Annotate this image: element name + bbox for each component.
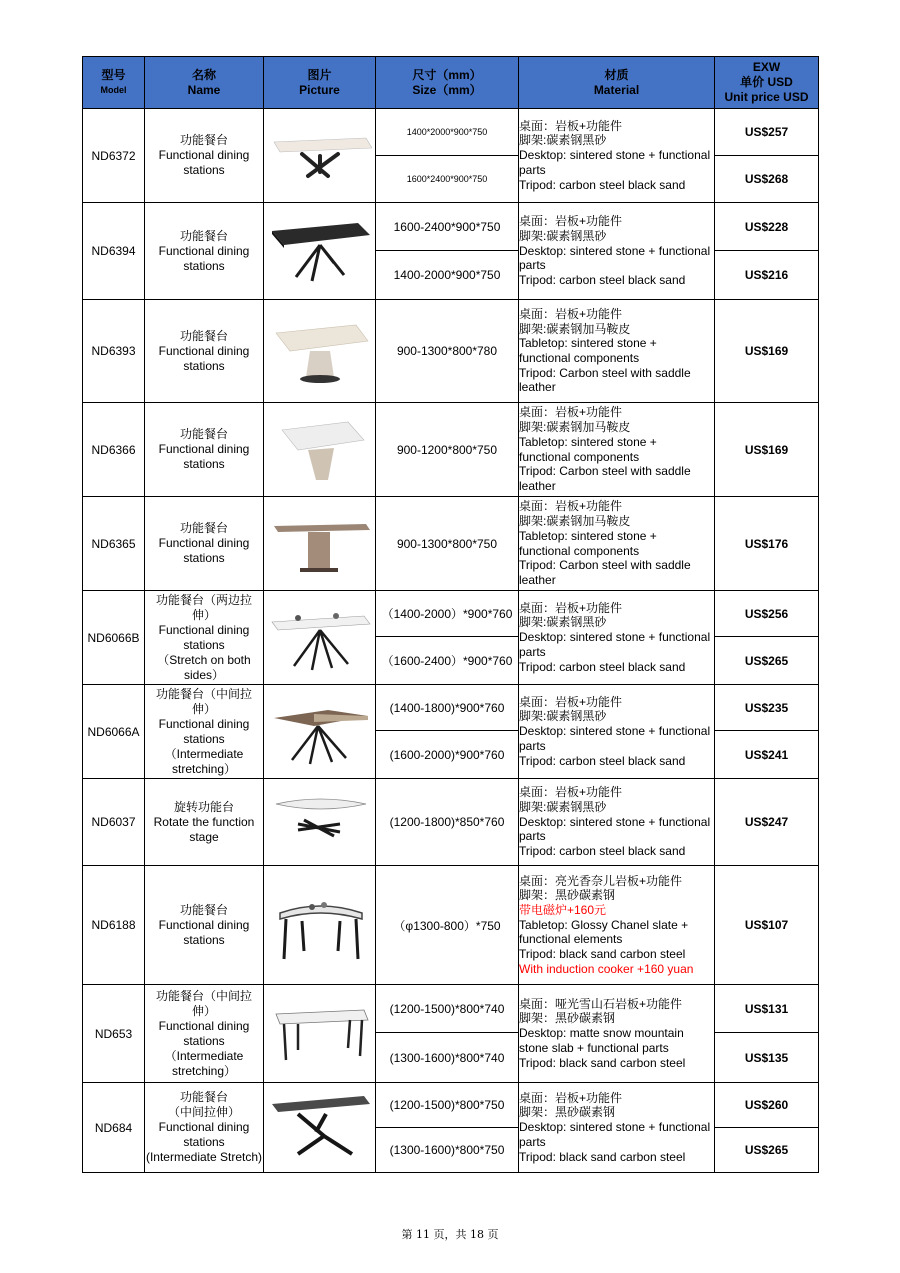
header-picture-cn: 图片 bbox=[307, 67, 332, 82]
name-line: Functional dining bbox=[158, 148, 250, 162]
material-cell bbox=[519, 685, 715, 779]
material-cell bbox=[519, 1083, 715, 1173]
name-line: Functional dining bbox=[158, 622, 250, 637]
price-cell: US$256 bbox=[715, 591, 819, 637]
material-line: parts bbox=[519, 1134, 546, 1149]
header-size-cn: 尺寸（mm） bbox=[412, 67, 482, 82]
material-line: Desktop: sintered stone + functional bbox=[519, 814, 711, 829]
table-row bbox=[83, 866, 819, 985]
material-line: Tripod: Carbon steel with saddle bbox=[519, 365, 691, 380]
name-line: 功能餐台 bbox=[179, 328, 228, 343]
name-line: stations bbox=[183, 1135, 225, 1149]
size-cell: (1300-1600)*800*740 bbox=[376, 1033, 519, 1083]
size-cell: (1200-1800)*850*760 bbox=[376, 779, 519, 866]
name-line: 伸） bbox=[191, 701, 216, 716]
table-row bbox=[83, 1083, 819, 1128]
price-table bbox=[82, 56, 819, 1173]
price-cell: US$176 bbox=[715, 497, 819, 591]
material-line: Desktop: matte snow mountain bbox=[519, 1026, 684, 1041]
header-model-cn: 型号 bbox=[101, 67, 126, 82]
material-line: Tabletop: Glossy Chanel slate + bbox=[519, 917, 689, 932]
name-line: 功能餐台（两边拉 bbox=[155, 592, 252, 607]
material-line: 桌面：岩板+功能件 bbox=[519, 405, 623, 420]
material-line: Tripod: black sand carbon steel bbox=[519, 1149, 686, 1164]
name-cell bbox=[145, 497, 264, 591]
material-line: 脚架:碳素钢加马鞍皮 bbox=[519, 321, 631, 336]
name-cell bbox=[145, 403, 264, 497]
product-picture bbox=[264, 403, 376, 497]
material-line: Tripod: black sand carbon steel bbox=[519, 947, 686, 962]
name-line: stations bbox=[183, 731, 225, 746]
name-line: Functional dining bbox=[158, 1018, 250, 1033]
size-cell: （φ1300-800）*750 bbox=[376, 866, 519, 985]
name-line: Functional dining bbox=[158, 716, 250, 731]
material-note-red: 带电磁炉+160元 bbox=[519, 902, 607, 917]
size-cell: (1200-1500)*800*740 bbox=[376, 985, 519, 1033]
name-line: （中间拉伸） bbox=[167, 1105, 240, 1119]
material-line: stone slab + functional parts bbox=[519, 1040, 669, 1055]
material-line: Tabletop: sintered stone + bbox=[519, 528, 657, 543]
header-material-cn: 材质 bbox=[604, 67, 629, 82]
name-line: Functional dining bbox=[158, 1120, 250, 1134]
page-footer: 第 11 页，共 18 页 bbox=[401, 1228, 499, 1241]
material-line: parts bbox=[519, 829, 546, 844]
model-cell: ND6066A bbox=[83, 685, 145, 779]
material-cell bbox=[519, 985, 715, 1083]
price-cell: US$268 bbox=[715, 156, 819, 203]
price-cell: US$257 bbox=[715, 109, 819, 156]
model-cell: ND6393 bbox=[83, 300, 145, 403]
product-picture bbox=[264, 985, 376, 1083]
name-line: 功能餐台 bbox=[179, 133, 228, 147]
material-line: 桌面：哑光雪山石岩板+功能件 bbox=[519, 996, 683, 1011]
header-price-line1: EXW bbox=[752, 60, 781, 74]
header-model-en: Model bbox=[100, 84, 127, 95]
material-line: Desktop: sintered stone + functional bbox=[519, 243, 711, 258]
table-row bbox=[83, 109, 819, 156]
name-line: (Intermediate Stretch) bbox=[145, 1150, 263, 1164]
name-line: Functional dining bbox=[158, 343, 250, 358]
material-line: leather bbox=[519, 572, 556, 587]
material-line: Desktop: sintered stone + functional bbox=[519, 630, 711, 645]
name-line: （Stretch on both bbox=[157, 652, 251, 667]
material-cell bbox=[519, 497, 715, 591]
name-line: Functional dining bbox=[158, 243, 250, 258]
table-row bbox=[83, 985, 819, 1033]
product-picture bbox=[264, 497, 376, 591]
material-line: functional components bbox=[519, 351, 640, 365]
header-size bbox=[376, 57, 519, 109]
name-line: 功能餐台 bbox=[179, 1090, 228, 1104]
header-name bbox=[145, 57, 264, 109]
material-line: 脚架:碳素钢黑砂 bbox=[519, 615, 607, 630]
material-line: 桌面：岩板+功能件 bbox=[519, 118, 623, 133]
size-cell: 900-1300*800*750 bbox=[376, 497, 519, 591]
material-line: 桌面：岩板+功能件 bbox=[519, 214, 623, 229]
material-line: leather bbox=[519, 478, 556, 493]
name-line: 功能餐台 bbox=[179, 427, 228, 441]
header-price-line3: Unit price USD bbox=[724, 90, 809, 104]
material-line: Tabletop: sintered stone + bbox=[519, 434, 657, 449]
material-line: Tripod: Carbon steel with saddle bbox=[519, 464, 691, 479]
name-cell bbox=[145, 779, 264, 866]
name-line: （Intermediate bbox=[164, 746, 244, 761]
material-line: 桌面：岩板+功能件 bbox=[519, 600, 623, 615]
size-cell: 900-1200*800*750 bbox=[376, 403, 519, 497]
model-cell: ND6366 bbox=[83, 403, 145, 497]
material-line: Tripod: carbon steel black sand bbox=[519, 177, 686, 192]
table-header-row bbox=[83, 57, 819, 109]
name-line: stations bbox=[183, 551, 225, 565]
size-cell: （1400-2000）*900*760 bbox=[376, 591, 519, 637]
model-cell: ND6394 bbox=[83, 203, 145, 300]
material-note-red: With induction cooker +160 yuan bbox=[519, 961, 694, 976]
table-row bbox=[83, 779, 819, 866]
name-line: 旋转功能台 bbox=[173, 799, 234, 814]
table-row bbox=[83, 300, 819, 403]
material-line: parts bbox=[519, 738, 546, 753]
material-line: 脚架：黑砂碳素钢 bbox=[519, 888, 616, 903]
price-cell: US$247 bbox=[715, 779, 819, 866]
name-line: stations bbox=[183, 637, 225, 652]
table-row bbox=[83, 403, 819, 497]
material-line: 桌面：亮光香奈儿岩板+功能件 bbox=[519, 873, 683, 888]
product-picture bbox=[264, 109, 376, 203]
model-cell: ND6188 bbox=[83, 866, 145, 985]
name-line: stations bbox=[183, 457, 225, 471]
material-line: 脚架:碳素钢黑砂 bbox=[519, 709, 607, 724]
material-cell bbox=[519, 866, 715, 985]
name-line: Functional dining bbox=[158, 442, 250, 456]
price-cell: US$235 bbox=[715, 685, 819, 731]
table-row bbox=[83, 591, 819, 637]
material-line: 脚架:碳素钢黑砂 bbox=[519, 228, 607, 243]
name-line: stretching） bbox=[171, 761, 237, 776]
name-line: 功能餐台（中间拉 bbox=[155, 686, 252, 701]
header-picture bbox=[264, 57, 376, 109]
size-cell: (1600-2000)*900*760 bbox=[376, 731, 519, 779]
model-cell: ND6365 bbox=[83, 497, 145, 591]
name-line: stretching） bbox=[171, 1063, 237, 1078]
header-name-en: Name bbox=[187, 82, 221, 97]
size-cell: 1600-2400*900*750 bbox=[376, 203, 519, 251]
material-cell bbox=[519, 403, 715, 497]
material-line: 脚架:碳素钢黑砂 bbox=[519, 799, 607, 814]
product-picture bbox=[264, 779, 376, 866]
product-picture bbox=[264, 1083, 376, 1173]
material-line: parts bbox=[519, 644, 546, 659]
price-cell: US$228 bbox=[715, 203, 819, 251]
size-cell: （1600-2400）*900*760 bbox=[376, 637, 519, 685]
size-cell: (1300-1600)*800*750 bbox=[376, 1128, 519, 1173]
material-line: Desktop: sintered stone + functional bbox=[519, 148, 711, 163]
material-cell bbox=[519, 203, 715, 300]
price-cell: US$265 bbox=[715, 1128, 819, 1173]
material-line: 桌面：岩板+功能件 bbox=[519, 694, 623, 709]
model-cell: ND684 bbox=[83, 1083, 145, 1173]
header-price bbox=[715, 57, 819, 109]
name-line: 功能餐台 bbox=[179, 521, 228, 535]
material-line: 脚架:碳素钢加马鞍皮 bbox=[519, 514, 631, 529]
material-line: functional components bbox=[519, 543, 640, 558]
product-picture bbox=[264, 300, 376, 403]
name-line: stations bbox=[183, 258, 225, 273]
header-material bbox=[519, 57, 715, 109]
header-size-en: Size（mm） bbox=[412, 82, 482, 97]
name-line: stations bbox=[183, 932, 225, 947]
name-line: Functional dining bbox=[158, 917, 250, 932]
name-line: （Intermediate bbox=[164, 1048, 244, 1063]
material-line: 桌面：岩板+功能件 bbox=[519, 499, 623, 514]
header-price-line2: 单价 USD bbox=[740, 75, 793, 89]
name-cell bbox=[145, 685, 264, 779]
product-picture bbox=[264, 866, 376, 985]
material-line: 脚架：黑砂碳素钢 bbox=[519, 1105, 616, 1120]
size-cell: (1400-1800)*900*760 bbox=[376, 685, 519, 731]
model-cell: ND6372 bbox=[83, 109, 145, 203]
price-cell: US$216 bbox=[715, 251, 819, 300]
material-line: 脚架:碳素钢加马鞍皮 bbox=[519, 420, 631, 435]
material-line: 桌面：岩板+功能件 bbox=[519, 306, 623, 321]
material-line: parts bbox=[519, 258, 546, 273]
name-line: Rotate the function bbox=[153, 814, 255, 829]
header-material-en: Material bbox=[593, 82, 640, 97]
material-cell bbox=[519, 591, 715, 685]
name-line: 伸） bbox=[191, 607, 216, 622]
name-cell bbox=[145, 985, 264, 1083]
material-line: 脚架：黑砂碳素钢 bbox=[519, 1011, 616, 1026]
material-line: Tripod: black sand carbon steel bbox=[519, 1055, 686, 1070]
name-line: 功能餐台 bbox=[179, 902, 228, 917]
material-line: Tripod: Carbon steel with saddle bbox=[519, 558, 691, 573]
name-line: stations bbox=[183, 1033, 225, 1048]
material-line: Tripod: carbon steel black sand bbox=[519, 273, 686, 288]
product-picture bbox=[264, 591, 376, 685]
price-cell: US$107 bbox=[715, 866, 819, 985]
table-row bbox=[83, 203, 819, 251]
material-line: Tripod: carbon steel black sand bbox=[519, 844, 686, 859]
material-line: parts bbox=[519, 162, 546, 177]
model-cell: ND6037 bbox=[83, 779, 145, 866]
material-cell bbox=[519, 779, 715, 866]
size-cell: (1200-1500)*800*750 bbox=[376, 1083, 519, 1128]
table-row bbox=[83, 685, 819, 731]
size-cell: 1400*2000*900*750 bbox=[376, 109, 519, 156]
price-cell: US$241 bbox=[715, 731, 819, 779]
product-picture bbox=[264, 203, 376, 300]
name-line: Functional dining bbox=[158, 536, 250, 550]
material-line: 脚架:碳素钢黑砂 bbox=[519, 133, 607, 148]
size-cell: 900-1300*800*780 bbox=[376, 300, 519, 403]
name-cell bbox=[145, 591, 264, 685]
name-line: sides） bbox=[183, 667, 224, 682]
material-line: Tabletop: sintered stone + bbox=[519, 336, 657, 351]
price-cell: US$265 bbox=[715, 637, 819, 685]
header-model bbox=[83, 57, 145, 109]
material-line: 桌面：岩板+功能件 bbox=[519, 785, 623, 800]
name-line: 功能餐台 bbox=[179, 228, 228, 243]
price-cell: US$169 bbox=[715, 300, 819, 403]
name-line: 功能餐台（中间拉 bbox=[155, 988, 252, 1003]
material-line: Desktop: sintered stone + functional bbox=[519, 724, 711, 739]
header-picture-en: Picture bbox=[299, 82, 340, 97]
name-line: stations bbox=[183, 358, 225, 373]
header-name-cn: 名称 bbox=[191, 67, 216, 82]
name-cell bbox=[145, 300, 264, 403]
material-line: Desktop: sintered stone + functional bbox=[519, 1120, 711, 1135]
material-cell bbox=[519, 300, 715, 403]
name-line: stage bbox=[189, 829, 219, 844]
material-line: functional elements bbox=[519, 932, 623, 947]
price-cell: US$131 bbox=[715, 985, 819, 1033]
material-line: Tripod: carbon steel black sand bbox=[519, 753, 686, 768]
model-cell: ND653 bbox=[83, 985, 145, 1083]
table-row bbox=[83, 497, 819, 591]
name-cell bbox=[145, 1083, 264, 1173]
name-cell bbox=[145, 203, 264, 300]
material-line: functional components bbox=[519, 449, 640, 464]
name-cell bbox=[145, 866, 264, 985]
material-cell bbox=[519, 109, 715, 203]
price-cell: US$169 bbox=[715, 403, 819, 497]
material-line: 桌面：岩板+功能件 bbox=[519, 1090, 623, 1105]
price-cell: US$260 bbox=[715, 1083, 819, 1128]
material-line: leather bbox=[519, 380, 556, 395]
name-line: 伸） bbox=[191, 1003, 216, 1018]
material-line: Tripod: carbon steel black sand bbox=[519, 659, 686, 674]
price-cell: US$135 bbox=[715, 1033, 819, 1083]
name-cell bbox=[145, 109, 264, 203]
size-cell: 1600*2400*900*750 bbox=[376, 156, 519, 203]
name-line: stations bbox=[183, 163, 225, 177]
model-cell: ND6066B bbox=[83, 591, 145, 685]
size-cell: 1400-2000*900*750 bbox=[376, 251, 519, 300]
product-picture bbox=[264, 685, 376, 779]
